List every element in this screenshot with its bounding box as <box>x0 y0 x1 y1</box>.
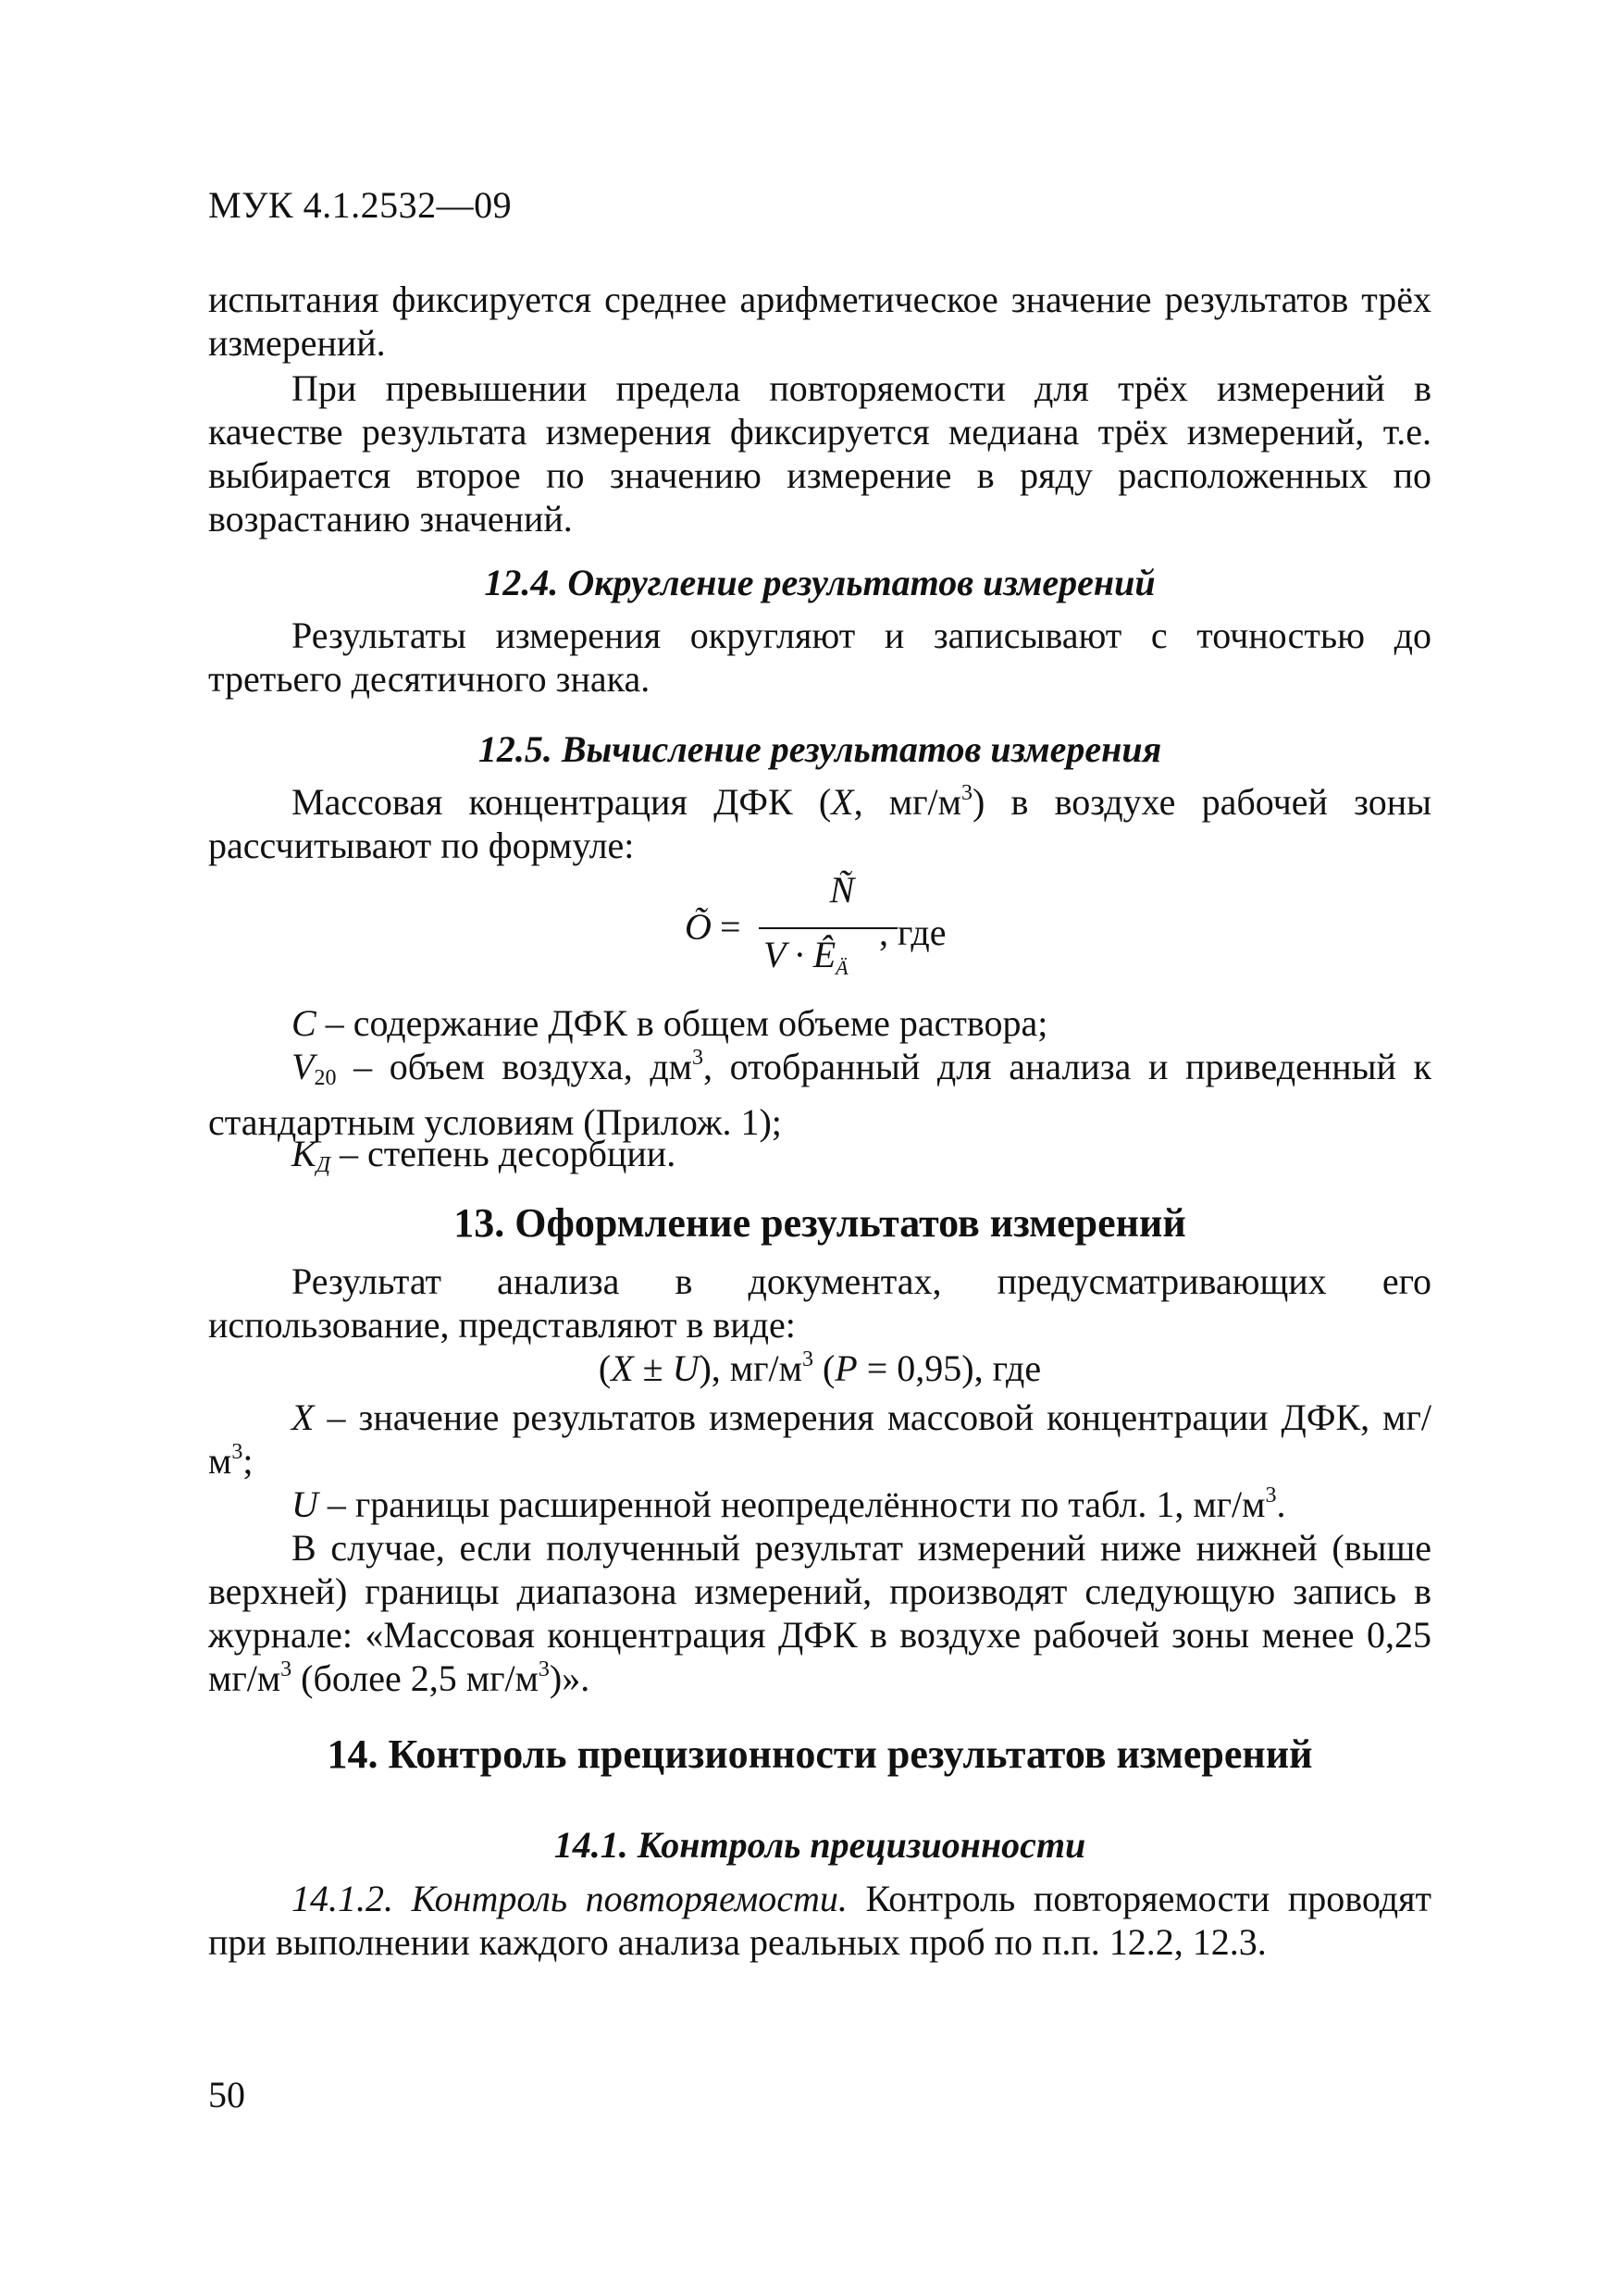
section-14-1-2-body: 14.1.2. Контроль повторяемости. Контроль повторяемости проводят при выполнении каждого анализа реальных проб по п.п. 12.2, 12.3. <box>208 1878 1431 1963</box>
formula-numerator: Ñ <box>829 869 855 911</box>
section-12-4-body: Результаты измерения округляют и записывают с точностью до третьего десятичного знака. <box>208 614 1431 700</box>
definition-v20: V20 – объем воздуха, $дм^3$, отобранный для анализа и приведенный к стандартным условиям (Прилож. 1); <box>208 1046 1431 1143</box>
document-code: МУК 4.1.2532—09 <box>208 184 513 226</box>
concentration-formula <box>685 868 981 988</box>
section-13-title: 13. Оформление результатов измерений <box>453 1200 1186 1246</box>
section-14-1-title: 14.1. Контроль прецизионности <box>553 1824 1086 1866</box>
section-13-body: Результат анализа в документах, предусматривающих его использование, представляют в виде: <box>208 1260 1431 1346</box>
fraction-bar <box>759 927 898 929</box>
section-14-title: 14. Контроль прецизионности результатов измерений <box>327 1731 1313 1777</box>
formula-denominator: $V \cdot Ê_Ä$ <box>763 934 849 979</box>
definition-x: X – значение результатов измерения массовой концентрации ДФК, $мг/м^3$; <box>208 1396 1431 1482</box>
definition-kd: KД – степень десорбции. <box>291 1133 676 1177</box>
paragraph-2: При превышении предела повторяемости для трёх измерений в качестве результата измерения фиксируется медиана трёх измерений, т.е. выбирается второе по значению измерение в ряду расположенных по возрастанию значений. <box>208 367 1431 540</box>
formula-equals: = <box>720 906 741 948</box>
paragraph-1: испытания фиксируется среднее арифметическое значение результатов трёх измерений. <box>208 279 1431 364</box>
section-12-5-title: 12.5. Вычисление результатов измерения <box>477 728 1162 770</box>
out-of-range-note: В случае, если полученный результат измерений ниже нижней (выше верхней) границы диапазона измерений, производят следующую запись в журнале: «Массовая концентрация ДФК в воздухе рабочей зоны менее 0,25 $мг/м^3$ (более 2,5 $мг/м^3$)». <box>208 1527 1431 1699</box>
result-expression: (X ± U), $мг/м^3$ (P = 0,95), где <box>598 1347 1042 1389</box>
section-12-5-intro: Массовая концентрация ДФК (X, $мг/м^3$) в воздухе рабочей зоны рассчитывают по формуле: <box>208 781 1431 866</box>
definition-u: U – границы расширенной неопределённости по табл. 1, $мг/м^3$. <box>291 1483 1286 1525</box>
section-12-4-title: 12.4. Округление результатов измерений <box>484 562 1156 603</box>
formula-tail: , где <box>879 912 947 953</box>
formula-lhs: Õ <box>685 906 712 948</box>
definition-c: C – содержание ДФК в общем объеме раствора; <box>291 1002 1048 1044</box>
page-number: 50 <box>208 2074 245 2116</box>
